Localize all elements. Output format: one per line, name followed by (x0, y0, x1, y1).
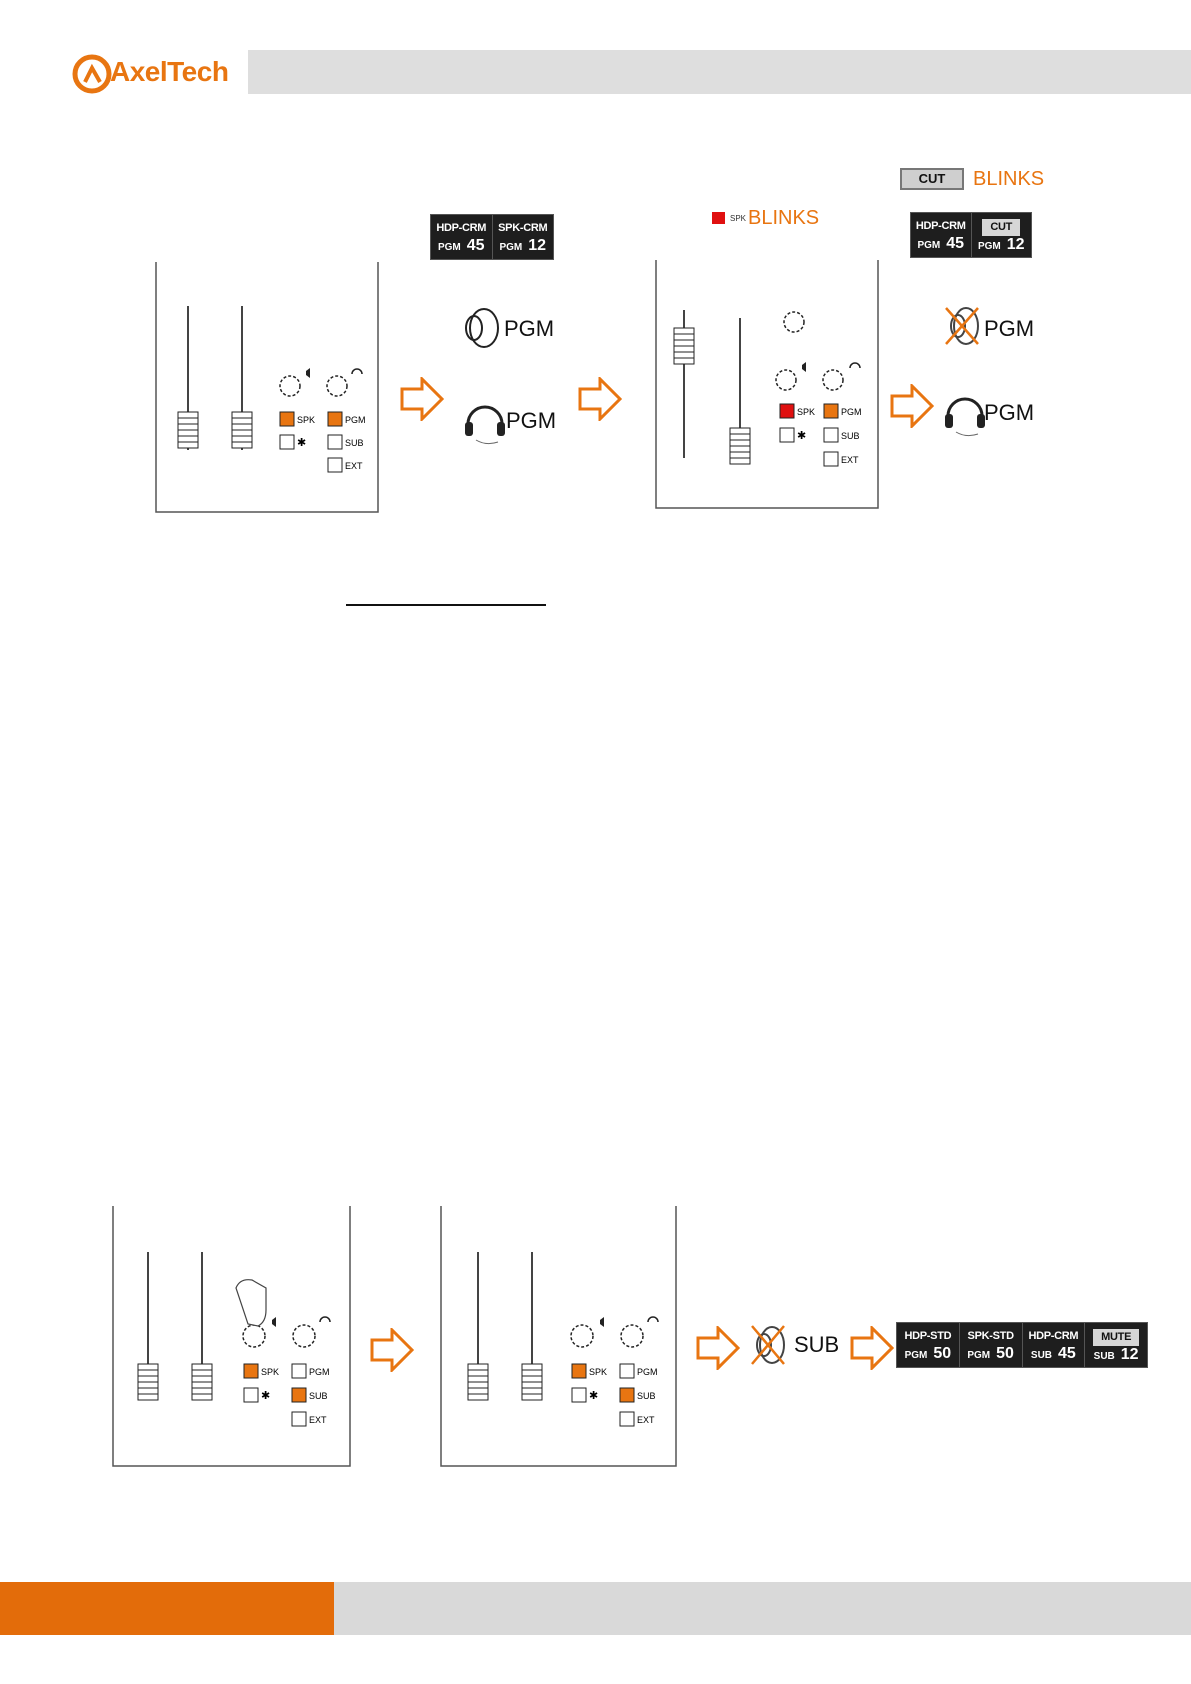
lcd-cell-title: HDP-CRM (1028, 1329, 1079, 1342)
lcd-cell-title: CUT (982, 219, 1020, 236)
lcd-cell-source: PGM (917, 239, 941, 251)
pgm-label: PGM (506, 408, 557, 433)
svg-text:PGM: PGM (309, 1367, 330, 1377)
console-panel-2 (650, 258, 885, 513)
svg-text:SPK: SPK (297, 415, 316, 425)
console-panel-1 (150, 260, 385, 515)
lcd-cell-title: MUTE (1093, 1329, 1139, 1346)
hand-pointer-icon (236, 1280, 266, 1326)
arrow-right-icon (400, 377, 444, 421)
console-panel-4 (436, 1204, 682, 1470)
footer-accent-bar (0, 1582, 334, 1635)
lcd-cell-value: 50 (933, 1344, 952, 1362)
svg-text:✱: ✱ (589, 1390, 599, 1402)
lcd-cell-value: 12 (1006, 235, 1025, 253)
fader-knob[interactable] (674, 328, 694, 364)
lcd-cell-value: 12 (1120, 1345, 1139, 1363)
lcd-cell-source: SUB (1030, 1349, 1053, 1361)
speaker-icon (458, 306, 506, 350)
pgm-label: PGM (984, 400, 1035, 425)
lcd-display-1 (430, 214, 554, 260)
svg-text:PGM: PGM (841, 407, 862, 417)
spk-led-red (712, 212, 725, 224)
lcd-cell (431, 215, 493, 259)
svg-text:SUB: SUB (345, 438, 364, 448)
speaker-muted-icon (748, 1322, 790, 1368)
lcd-cell-value: 45 (466, 236, 485, 254)
lcd-cell (1023, 1323, 1086, 1367)
cut-button[interactable]: CUT (900, 168, 964, 190)
lcd-cell (1085, 1323, 1147, 1367)
lcd-cell (972, 213, 1032, 257)
fader-knob[interactable] (468, 1364, 488, 1400)
arrow-right-icon (890, 384, 934, 428)
svg-text:EXT: EXT (309, 1415, 327, 1425)
lcd-cell (897, 1323, 960, 1367)
lcd-cell-source: PGM (904, 1349, 928, 1361)
arrow-right-icon (696, 1326, 740, 1370)
lcd-cell (493, 215, 554, 259)
svg-text:✱: ✱ (797, 430, 807, 442)
svg-text:EXT: EXT (345, 461, 363, 471)
lcd-cell-value: 12 (528, 236, 547, 254)
fader-knob[interactable] (522, 1364, 542, 1400)
lcd-cell (960, 1323, 1023, 1367)
lcd-cell-value: 50 (996, 1344, 1014, 1362)
lcd-cell-title: HDP-STD (904, 1329, 952, 1342)
arrow-right-icon (850, 1326, 894, 1370)
console-panel-3 (108, 1204, 354, 1470)
svg-text:SUB: SUB (309, 1391, 328, 1401)
svg-text:EXT: EXT (841, 455, 859, 465)
lcd-cell-source: PGM (499, 241, 523, 253)
svg-text:SPK: SPK (797, 407, 816, 417)
lcd-cell-source: PGM (967, 1349, 991, 1361)
svg-text:SUB: SUB (637, 1391, 656, 1401)
fader-knob[interactable] (232, 412, 252, 448)
fader-knob[interactable] (178, 412, 198, 448)
fader-knob[interactable] (730, 428, 750, 464)
lcd-cell-title: SPK-CRM (498, 221, 548, 234)
pgm-label: PGM (984, 316, 1035, 341)
svg-text:✱: ✱ (261, 1390, 271, 1402)
lcd-cell-value: 45 (946, 234, 965, 252)
blinks-label: BLINKS (973, 168, 1045, 190)
sub-label: SUB (794, 1332, 840, 1357)
pgm-label: PGM (504, 316, 555, 341)
svg-text:PGM: PGM (345, 415, 366, 425)
arrow-right-icon (370, 1328, 414, 1372)
divider-line (346, 604, 546, 606)
arrow-right-icon (578, 377, 622, 421)
header-bar (248, 50, 1191, 94)
svg-text:SPK: SPK (261, 1367, 280, 1377)
lcd-display-2 (910, 212, 1032, 258)
spk-tag: SPK (730, 214, 747, 223)
lcd-cell-title: HDP-CRM (915, 219, 966, 232)
lcd-cell (911, 213, 972, 257)
lcd-cell-title: HDP-CRM (436, 221, 487, 234)
lcd-cell-source: PGM (977, 240, 1001, 252)
fader-knob[interactable] (138, 1364, 158, 1400)
lcd-cell-value: 45 (1058, 1344, 1076, 1362)
svg-text:✱: ✱ (297, 437, 307, 449)
svg-text:SPK: SPK (589, 1367, 608, 1377)
speaker-muted-icon (942, 304, 984, 348)
headphones-icon (942, 388, 988, 442)
lcd-cell-title: SPK-STD (967, 1329, 1014, 1342)
svg-text:PGM: PGM (637, 1367, 658, 1377)
blinks-label: BLINKS (748, 207, 820, 229)
brand-name: AxelTech (110, 56, 229, 87)
headphones-icon (462, 396, 508, 450)
lcd-display-3 (896, 1322, 1148, 1368)
svg-text:EXT: EXT (637, 1415, 655, 1425)
fader-knob[interactable] (192, 1364, 212, 1400)
svg-text:SUB: SUB (841, 431, 860, 441)
footer-bar (334, 1582, 1191, 1635)
lcd-cell-source: PGM (437, 241, 461, 253)
axeltech-logo-icon (70, 52, 114, 96)
lcd-cell-source: SUB (1093, 1350, 1115, 1362)
